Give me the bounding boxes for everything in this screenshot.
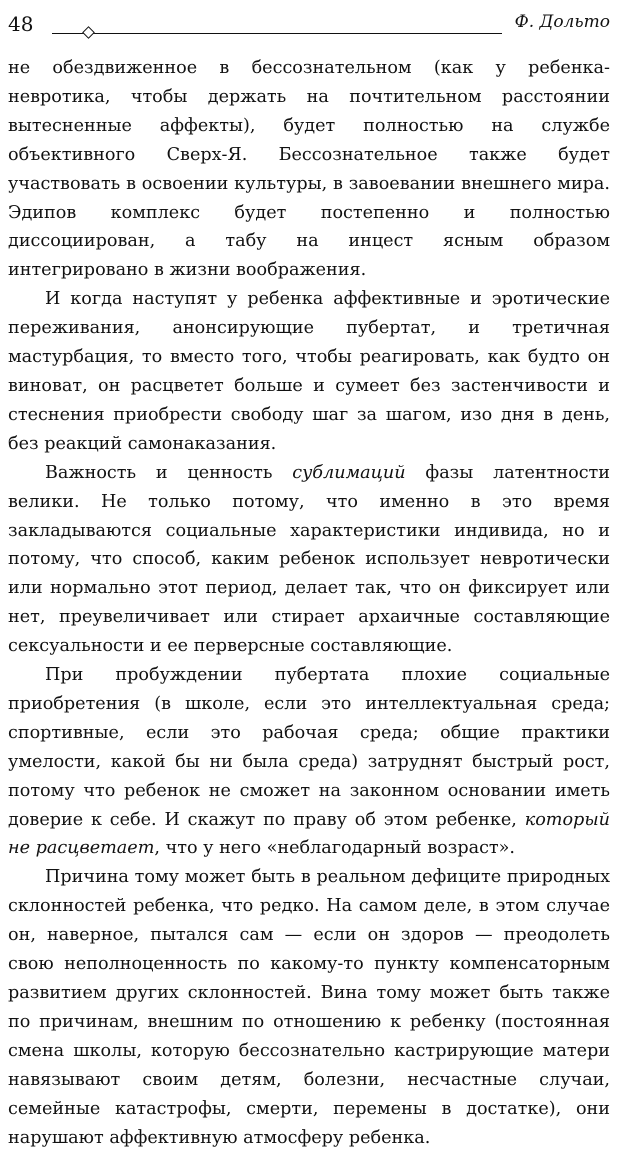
page-number: 48 — [8, 12, 34, 36]
paragraph-text: , что у него «неблагодарный возраст». — [154, 838, 516, 859]
paragraph-text: Важность и ценность — [45, 462, 293, 483]
paragraph-2 — [8, 285, 610, 458]
paragraph-1 — [8, 54, 610, 285]
paragraph-5 — [8, 863, 610, 1152]
paragraph-text: не обездвиженное в бессознательном (как у ребенка-невротика, чтобы держать на почтительном расстоянии вытесненные аффекты), будет полностью на службе объективного Сверх-Я. Бессознательное также будет участвовать в освоении культуры, в завоевании внешнего мира. Эдипов комплекс будет постепенно и полностью диссоциирован, а табу на инцест ясным образом интегрировано в жизни воображения. — [8, 58, 610, 281]
diamond-ornament-icon — [82, 26, 95, 39]
paragraph-text: фазы латентности велики. Не только потому, что именно в это время закладываются социальные характеристики индивида, но и потому, что способ, каким ребенок использует невротически или нормально этот период, делает так, что он фиксирует или нет, преувеличивает или стирает архаичные составляющие сексуальности и ее перверсные составляющие. — [8, 462, 611, 657]
paragraph-3 — [8, 459, 610, 661]
paragraph-4 — [8, 661, 610, 863]
paragraph-text: При пробуждении пубертата плохие социальные приобретения (в школе, если это интеллектуальная среда; спортивные, если это рабочая среда; общие практики умелости, какой бы ни была среда) затруднят быстрый рост, потому что ребенок не сможет на законном основании иметь доверие к себе. И скажут по праву об этом ребенке, — [8, 665, 610, 830]
page-body — [8, 54, 610, 1152]
paragraph-text: И когда наступят у ребенка аффективные и эротические переживания, анонсирующие пубертат, и третичная мастурбация, то вместо того, чтобы реагировать, как будто он виноват, он расцветет больше и сумеет без застенчивости и стеснения приобрести свободу шаг за шагом, изо дня в день, без реакций самонаказания. — [8, 289, 610, 454]
italic-term-sublimations: сублимаций — [292, 462, 406, 483]
page-header — [8, 10, 610, 38]
header-rule — [52, 33, 502, 34]
running-head-author: Ф. Дольто — [514, 12, 610, 32]
italic-phrase-not-blossoming: который не расцветает — [8, 809, 610, 859]
paragraph-text: Причина тому может быть в реальном дефиците природных склонностей ребенка, что редко. На самом деле, в этом случае он, наверное, пытался сам — если он здоров — преодолеть свою неполноценность по какому-то пункту компенсаторным развитием других склонностей. Вина тому может быть также по причинам, внешним по отношению к ребенку (постоянная смена школы, которую бессознательно кастрирующие матери навязывают своим детям, болезни, несчастные случаи, семейные катастрофы, смерти, перемены в достатке), они нарушают аффективную атмосферу ребенка. — [8, 867, 610, 1148]
